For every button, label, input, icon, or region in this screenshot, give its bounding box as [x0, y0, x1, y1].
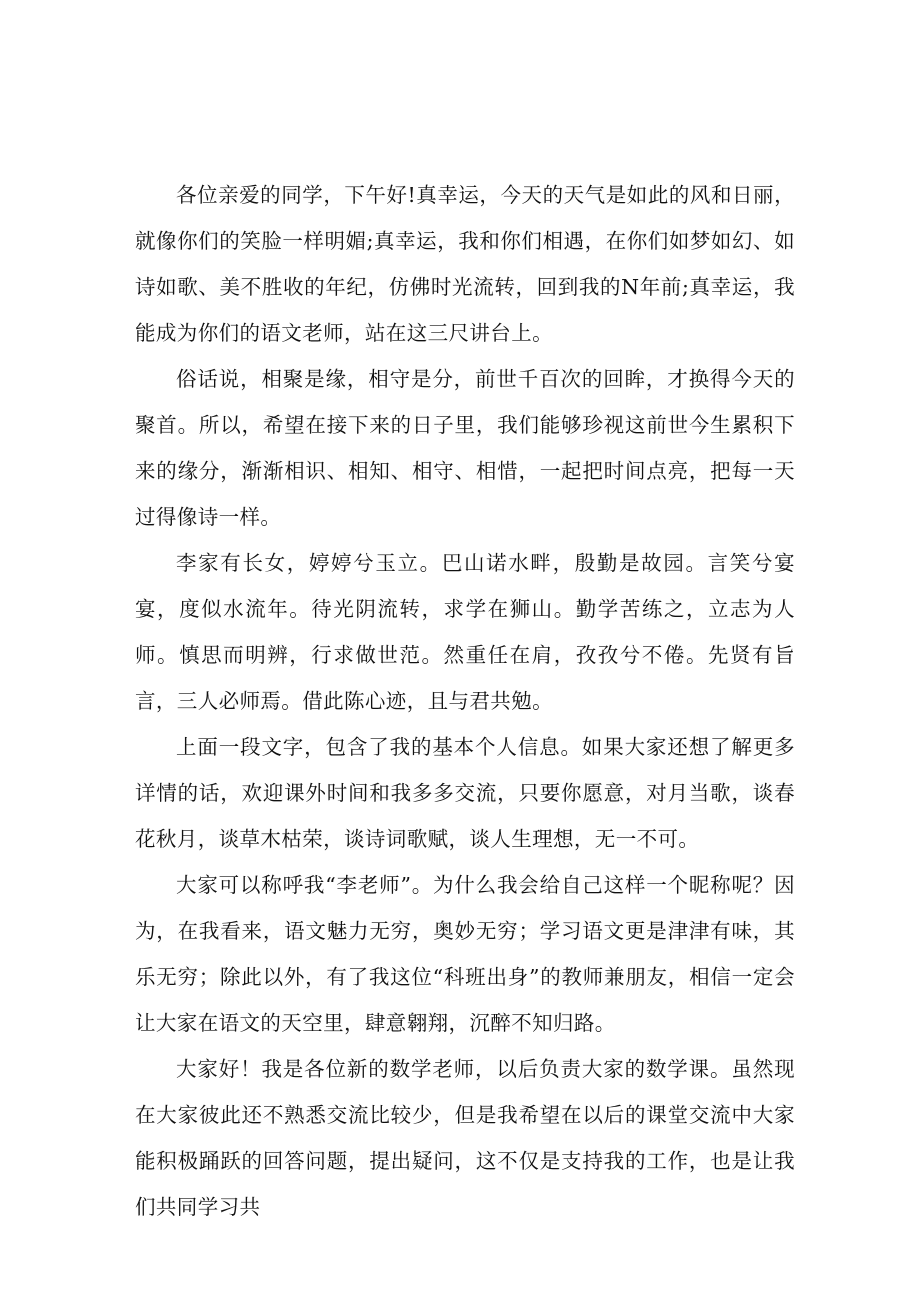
paragraph-6: 大家好！我是各位新的数学老师，以后负责大家的数学课。虽然现在大家彼此还不熟悉交流比较少，但是我希望在以后的课堂交流中大家能积极踊跃的回答问题，提出疑问，这不仅是支持我的工作，也是让我们共同学习共 [135, 1057, 795, 1219]
document-body [135, 172, 795, 1230]
paragraph-2: 俗话说，相聚是缘，相守是分，前世千百次的回眸，才换得今天的聚首。所以，希望在接下来的日子里，我们能够珍视这前世今生累积下来的缘分，渐渐相识、相知、相守、相惜，一起把时间点亮，把每一天过得像诗一样。 [135, 367, 795, 529]
paragraph-3: 李家有长女，婷婷兮玉立。巴山诺水畔，殷勤是故园。言笑兮宴宴，度似水流年。待光阴流转，求学在狮山。勤学苦练之，立志为人师。慎思而明辨，行求做世范。然重任在肩，孜孜兮不倦。先贤有旨言，三人必师焉。借此陈心迹，且与君共勉。 [135, 551, 795, 713]
paragraph-5: 大家可以称呼我“李老师”。为什么我会给自己这样一个昵称呢？因为，在我看来，语文魅力无穷，奥妙无穷；学习语文更是津津有味，其乐无穷；除此以外，有了我这位“科班出身”的教师兼朋友，相信一定会让大家在语文的天空里，肆意翱翔，沉醉不知归路。 [135, 873, 795, 1035]
paragraph-1: 各位亲爱的同学，下午好!真幸运，今天的天气是如此的风和日丽，就像你们的笑脸一样明媚;真幸运，我和你们相遇，在你们如梦如幻、如诗如歌、美不胜收的年纪，仿佛时光流转，回到我的N年前;真幸运，我能成为你们的语文老师，站在这三尺讲台上。 [135, 183, 795, 345]
paragraph-4: 上面一段文字，包含了我的基本个人信息。如果大家还想了解更多详情的话，欢迎课外时间和我多多交流，只要你愿意，对月当歌，谈春花秋月，谈草木枯荣，谈诗词歌赋，谈人生理想，无一不可。 [135, 735, 795, 851]
